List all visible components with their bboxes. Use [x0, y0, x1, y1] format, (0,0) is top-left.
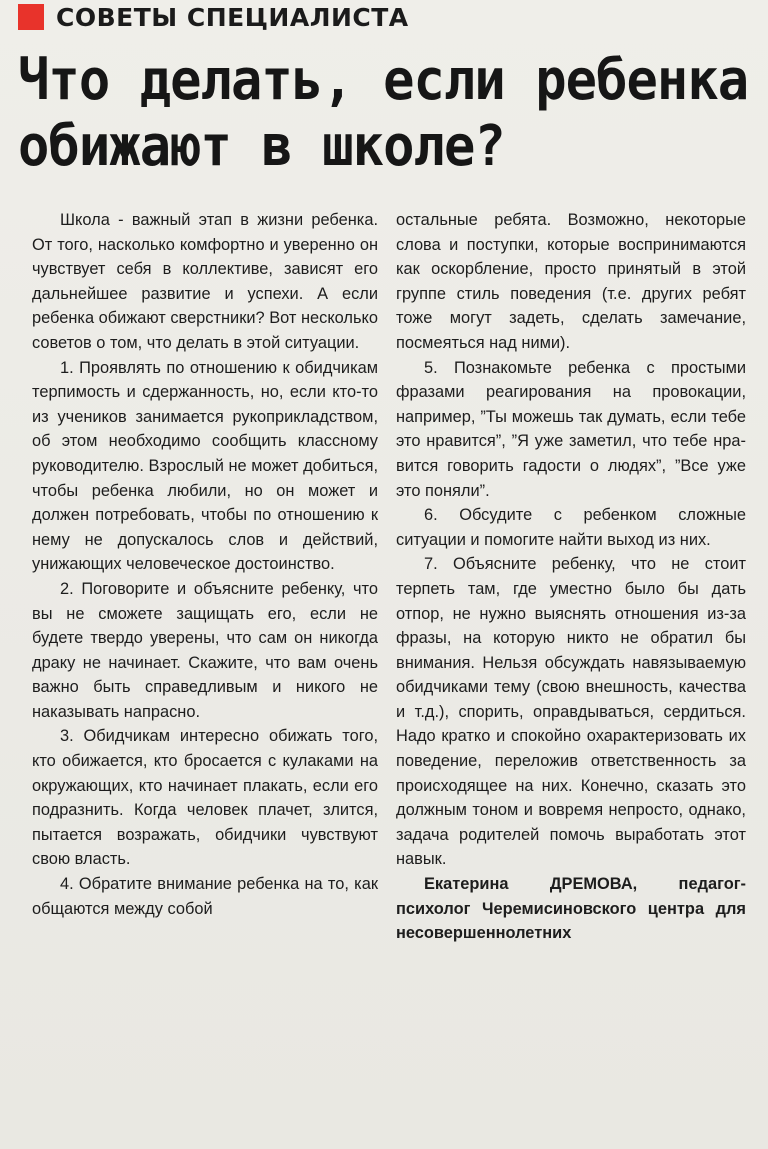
paragraph-tip-6: 6. Обсудите с ребенком сложные ситуации и помогите найти выход из них.: [396, 506, 746, 549]
paragraph-tip-4-start: 4. Обратите внимание ребенка на то, как общаются между собой: [32, 875, 378, 918]
headline-line-1: Что делать, если ребенка: [18, 48, 749, 113]
paragraph-tip-2: 2. Поговорите и объясните ребенку, что вы не сможете защищать его, если не будете твердо уверены, что сам он никогда драку не начинает. Скажите, что вам очень важно быть справедливым и никого не наказывать напрасно.: [32, 579, 378, 721]
paragraph-tip-3: 3. Обидчикам интересно обижать того, кто обижается, кто бросается с кулаками на окружающих, кто начинает плакать, если его подразнить. Когда человек плачет, злится, пытается возражать, обидчики чувствуют свою власть.: [32, 727, 378, 869]
author-signature: Екатерина ДРЕМОВА, педагог- психолог Черемисиновского центра для несовершеннолетних: [396, 875, 746, 943]
red-square-marker: [18, 4, 44, 30]
article-column-left: [32, 208, 378, 921]
headline-line-2: обижают в школе?: [18, 114, 505, 179]
paragraph-tip-5: 5. Познакомьте ребенка с простыми фразами реагирования на провокации, например, ”Ты можешь так думать, если тебе это нравится”, ”Я уже заметил, что тебе нравится говорить гадости о людях”, ”Все уже это поняли”.: [396, 358, 746, 500]
article-headline: [18, 48, 749, 180]
paragraph-tip-7: 7. Объясните ребенку, что не стоит терпеть там, где уместно было бы дать отпор, не нужно выяснять отношения из-за фразы, на которую никто не обратил бы внимания. Нельзя обсуждать навязываемую обидчиками тему (свою внешность, качества и т.д.), спорить, оправдываться, сердиться. Надо кратко и спокойно охарактеризовать их поведение, переложив ответственность за происходящее на них. Конечно, сказать это должным тоном и вовремя непросто, однако, задача родителей помочь выработать этот навык.: [396, 555, 746, 869]
paragraph-tip-4-continued: остальные ребята. Возможно, некоторые слова и поступки, которые воспринимаются как оскорбление, просто принятый в этой группе стиль поведения (т.е. других ребят тоже могут задеть, сделать замечание, посмеяться над ними).: [396, 211, 746, 352]
rubric-label: СОВЕТЫ СПЕЦИАЛИСТА: [56, 2, 409, 32]
section-rubric: [18, 2, 409, 32]
paragraph-intro: Школа - важный этап в жизни ребенка. От того, насколько комфортно и уверенно он чувствует себя в коллективе, зависят его дальнейшее развитие и успехи. А если ребенка обижают сверстники? Вот несколько советов о том, что делать в этой ситуации.: [32, 211, 379, 352]
paragraph-tip-1: 1. Проявлять по отношению к обидчикам терпимость и сдержанность, но, если кто-то из учеников занимается рукоприкладством, об этом необходимо сообщить классному руководителю. Взрослый не может добиться, чтобы ребенка любили, но он может и должен потребовать, чтобы по отношению к нему не допускалось слов и действий, унижающих человеческое достоинство.: [32, 358, 378, 574]
article-column-right: [396, 208, 746, 946]
